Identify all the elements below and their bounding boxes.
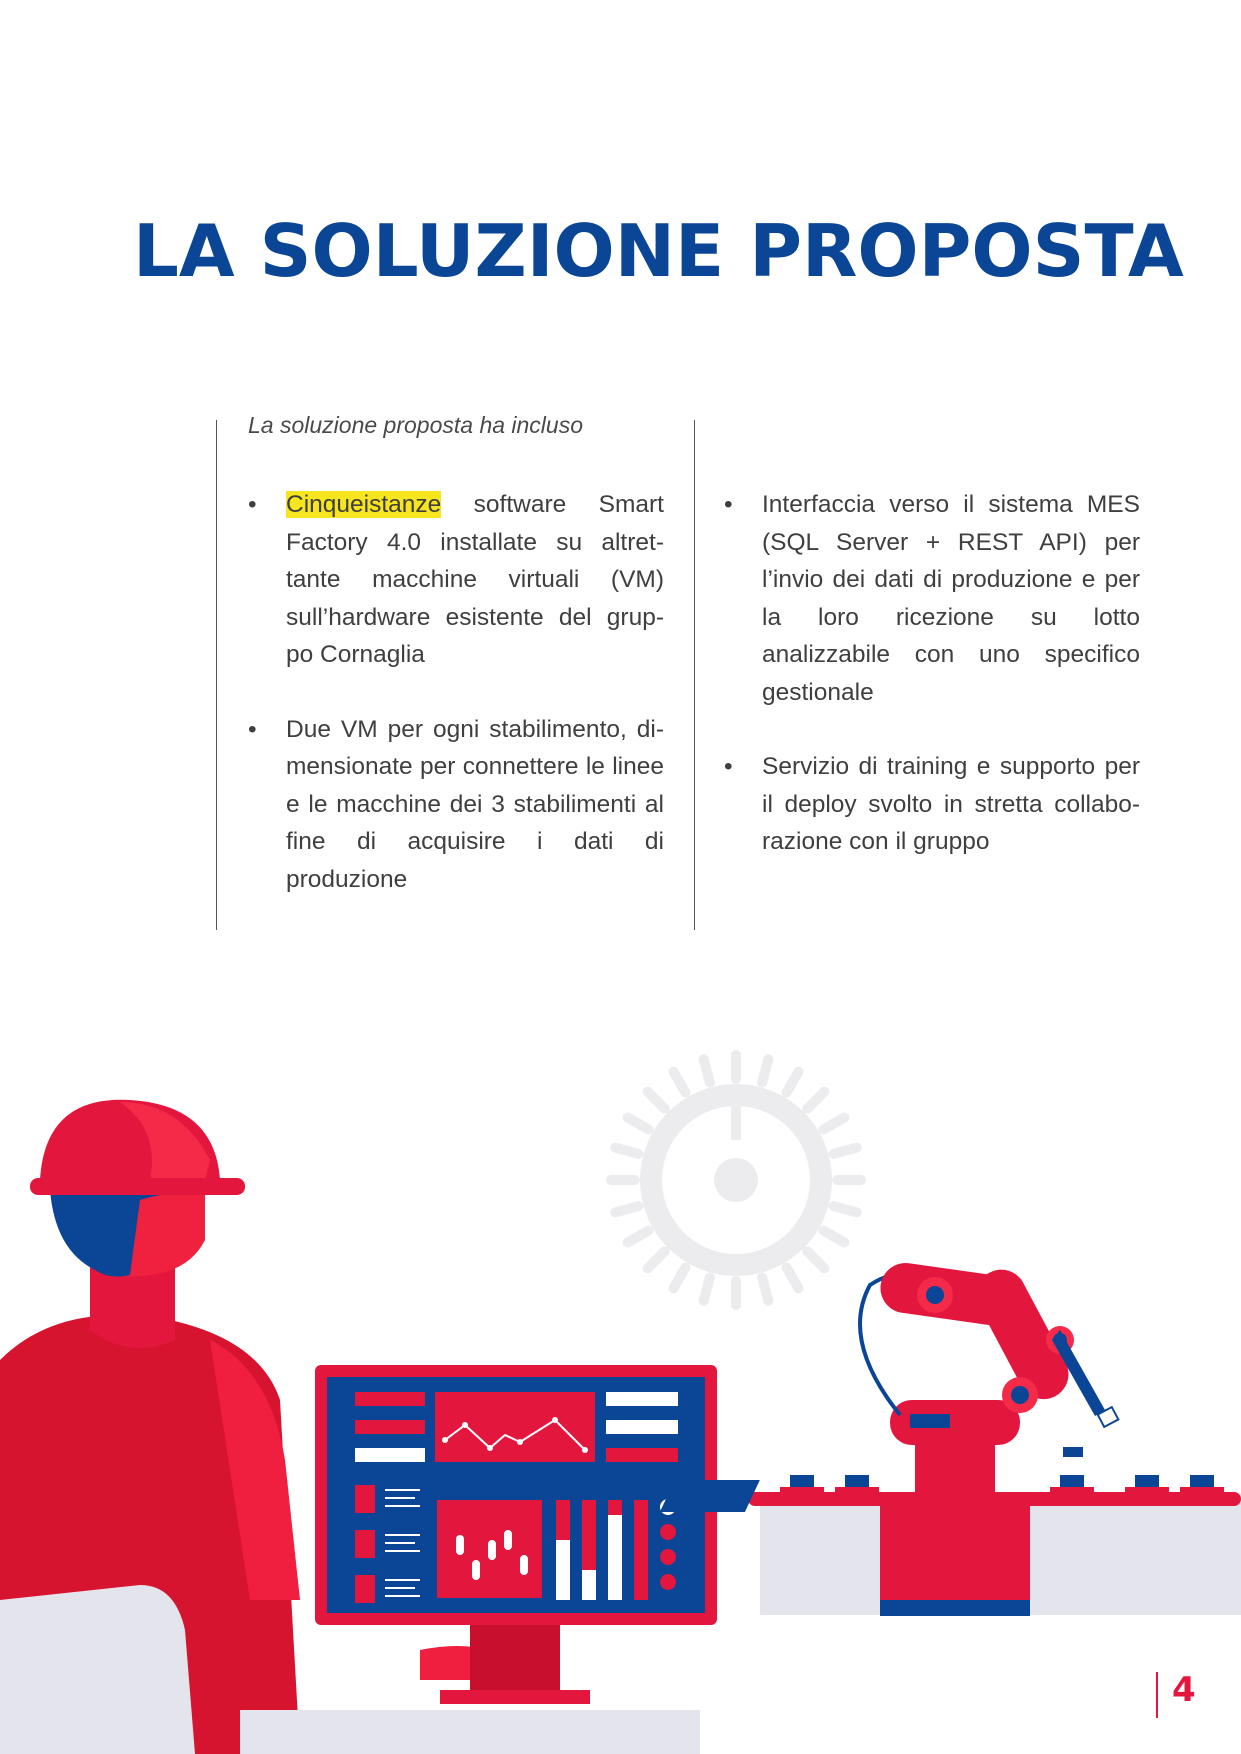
list-item [724,748,1140,861]
page-number: 4 [1172,1670,1196,1710]
left-column [248,486,664,898]
page-title: LA SOLUZIONE PROPOSTA [133,209,1184,293]
intro-text: La soluzione proposta ha incluso [248,412,584,438]
list-item [724,486,1140,711]
highlighted-word: Cinqueistanze [286,491,442,518]
left-divider [216,420,217,930]
monitor-dashboard-icon [315,1365,717,1704]
center-divider [694,420,695,930]
list-item [248,711,664,899]
list-item-text: Due VM per ogni stabilimento, di-mensionate per connettere le linee e le macchine dei 3 stabilimenti al fine di acquisire i dati di produzione [286,715,664,893]
list-item-text: Interfaccia verso il sistema MES (SQL Server + REST API) per l’invio dei dati di produzione e per la loro ricezione su lotto analizzabile con uno specifico gestionale [762,491,1140,706]
list-item [248,486,664,674]
page-number-divider [1156,1672,1158,1718]
gear-icon [606,1050,866,1310]
right-list [724,486,1140,861]
list-item-text: software Smart Factory 4.0 installate su altret-tante macchine virtuali (VM) sull’hardware esistente del grup-po Cornaglia [286,491,664,668]
factory-illustration [0,1040,1241,1754]
left-list [248,486,664,898]
list-item-text: Servizio di training e supporto per il deploy svolto in stretta collabo-razione con il gruppo [762,753,1140,855]
right-column [724,486,1140,861]
